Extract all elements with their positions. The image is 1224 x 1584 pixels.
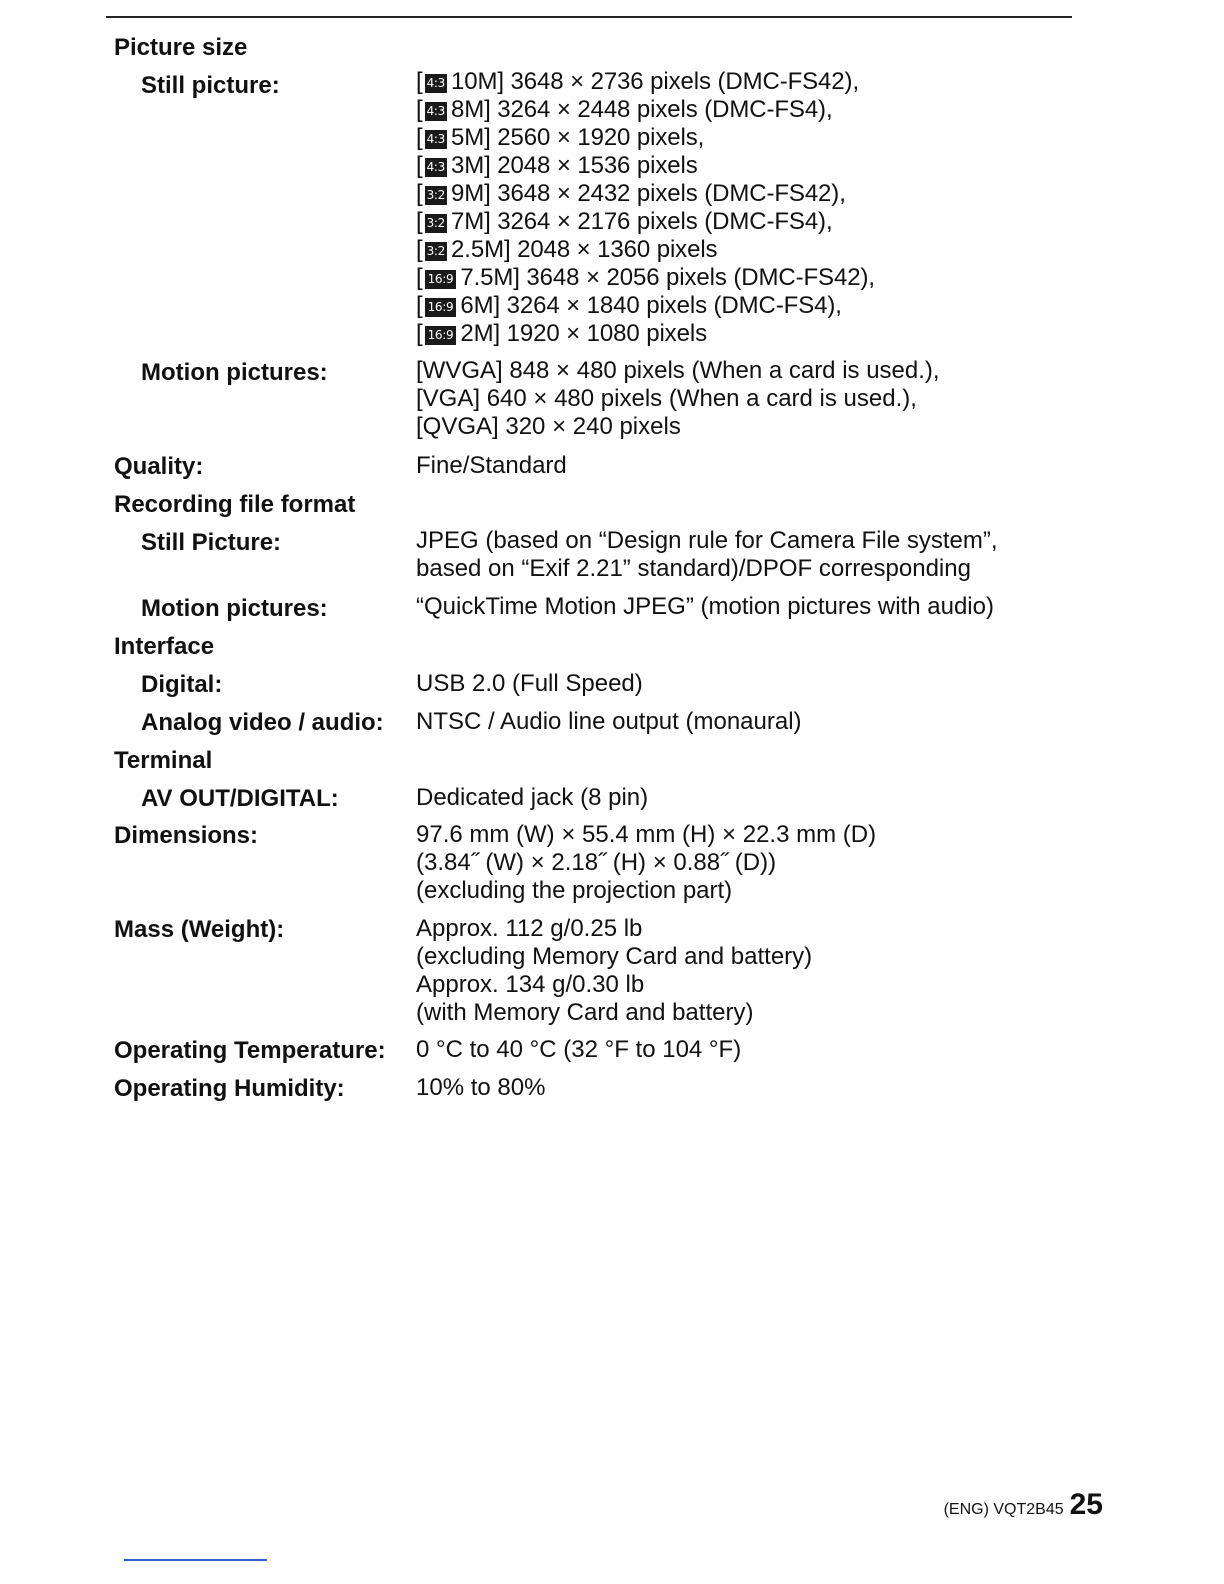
still-picture-line — [416, 236, 875, 264]
still-picture-line — [416, 96, 875, 124]
aspect-3-2-icon: 3:2 — [425, 186, 447, 205]
bracket: [ — [416, 96, 423, 123]
still-picture-text: 2.5M] 2048 × 1360 pixels — [451, 236, 718, 263]
still-picture-values — [416, 68, 875, 348]
dimensions-values — [416, 821, 876, 905]
aspect-4-3-icon: 4:3 — [425, 158, 447, 177]
bracket: [ — [416, 208, 423, 235]
bracket: [ — [416, 292, 423, 319]
mass-weight-line: (excluding Memory Card and battery) — [416, 943, 813, 970]
mass-weight-values — [416, 915, 812, 1027]
recording-file-format-heading: Recording file format — [114, 491, 356, 518]
aspect-16-9-icon: 16:9 — [425, 298, 457, 317]
aspect-3-2-icon: 3:2 — [425, 242, 447, 261]
still-picture-text: 7M] 3264 × 2176 pixels (DMC-FS4), — [451, 208, 833, 235]
still-picture-format-values — [416, 527, 998, 583]
dimensions-line: (excluding the projection part) — [416, 877, 733, 904]
still-picture-line — [416, 68, 875, 96]
av-out-digital-label: AV OUT/DIGITAL: — [141, 785, 339, 812]
still-picture-line — [416, 208, 875, 236]
still-picture-text: 10M] 3648 × 2736 pixels (DMC-FS42), — [451, 68, 860, 95]
terminal-heading: Terminal — [114, 747, 213, 774]
still-picture-text: 5M] 2560 × 1920 pixels, — [451, 124, 705, 151]
bracket: [ — [416, 236, 423, 263]
aspect-16-9-icon: 16:9 — [425, 326, 457, 345]
operating-humidity-label: Operating Humidity: — [114, 1075, 345, 1102]
aspect-3-2-icon: 3:2 — [425, 214, 447, 233]
dimensions-line: (3.84˝ (W) × 2.18˝ (H) × 0.88˝ (D)) — [416, 849, 777, 876]
picture-size-heading: Picture size — [114, 34, 248, 61]
still-picture-line — [416, 292, 875, 320]
mass-weight-line: Approx. 134 g/0.30 lb — [416, 971, 645, 998]
aspect-16-9-icon: 16:9 — [425, 270, 457, 289]
aspect-4-3-icon: 4:3 — [425, 102, 447, 121]
digital-value: USB 2.0 (Full Speed) — [416, 670, 643, 697]
operating-humidity-value: 10% to 80% — [416, 1074, 546, 1101]
still-picture-text: 9M] 3648 × 2432 pixels (DMC-FS42), — [451, 180, 846, 207]
motion-pictures-line: [WVGA] 848 × 480 pixels (When a card is used.), — [416, 357, 940, 384]
dimensions-label: Dimensions: — [114, 822, 259, 849]
analog-video-audio-label: Analog video / audio: — [141, 709, 384, 736]
motion-pictures-format-label: Motion pictures: — [141, 595, 328, 622]
av-out-digital-value: Dedicated jack (8 pin) — [416, 784, 649, 811]
dimensions-line: 97.6 mm (W) × 55.4 mm (H) × 22.3 mm (D) — [416, 821, 877, 848]
motion-pictures-line: [VGA] 640 × 480 pixels (When a card is used.), — [416, 385, 917, 412]
operating-temperature-label: Operating Temperature: — [114, 1037, 386, 1064]
motion-pictures-format-value: “QuickTime Motion JPEG” (motion pictures with audio) — [416, 593, 994, 620]
bracket: [ — [416, 152, 423, 179]
still-picture-format-line: based on “Exif 2.21” standard)/DPOF corresponding — [416, 555, 971, 582]
still-picture-text: 6M] 3264 × 1840 pixels (DMC-FS4), — [460, 292, 842, 319]
motion-pictures-line: [QVGA] 320 × 240 pixels — [416, 413, 681, 440]
aspect-4-3-icon: 4:3 — [425, 130, 447, 149]
motion-pictures-values — [416, 357, 940, 441]
still-picture-line — [416, 124, 875, 152]
operating-temperature-value: 0 °C to 40 °C (32 °F to 104 °F) — [416, 1036, 742, 1063]
still-picture-text: 8M] 3264 × 2448 pixels (DMC-FS4), — [451, 96, 833, 123]
document-code: (ENG) VQT2B45 — [943, 1501, 1064, 1518]
page-footer — [944, 1488, 1103, 1522]
mass-weight-line: (with Memory Card and battery) — [416, 999, 754, 1026]
still-picture-format-label: Still Picture: — [141, 529, 282, 556]
bottom-rule — [124, 1559, 267, 1561]
mass-weight-line: Approx. 112 g/0.25 lb — [416, 915, 643, 942]
still-picture-label: Still picture: — [141, 72, 280, 99]
aspect-4-3-icon: 4:3 — [425, 74, 447, 93]
still-picture-line — [416, 180, 875, 208]
still-picture-text: 2M] 1920 × 1080 pixels — [460, 320, 707, 347]
bracket: [ — [416, 124, 423, 151]
still-picture-text: 3M] 2048 × 1536 pixels — [451, 152, 698, 179]
bracket: [ — [416, 320, 423, 347]
bracket: [ — [416, 68, 423, 95]
page-number: 25 — [1069, 1488, 1103, 1521]
still-picture-format-line: JPEG (based on “Design rule for Camera File system”, — [416, 527, 998, 554]
analog-video-audio-value: NTSC / Audio line output (monaural) — [416, 708, 802, 735]
bracket: [ — [416, 180, 423, 207]
interface-heading: Interface — [114, 633, 215, 660]
still-picture-line — [416, 264, 875, 292]
quality-label: Quality: — [114, 453, 204, 480]
digital-label: Digital: — [141, 671, 223, 698]
still-picture-line — [416, 320, 875, 348]
top-rule — [106, 16, 1072, 18]
quality-value: Fine/Standard — [416, 452, 567, 479]
bracket: [ — [416, 264, 423, 291]
motion-pictures-label: Motion pictures: — [141, 359, 328, 386]
mass-weight-label: Mass (Weight): — [114, 916, 285, 943]
still-picture-text: 7.5M] 3648 × 2056 pixels (DMC-FS42), — [460, 264, 875, 291]
still-picture-line — [416, 152, 875, 180]
